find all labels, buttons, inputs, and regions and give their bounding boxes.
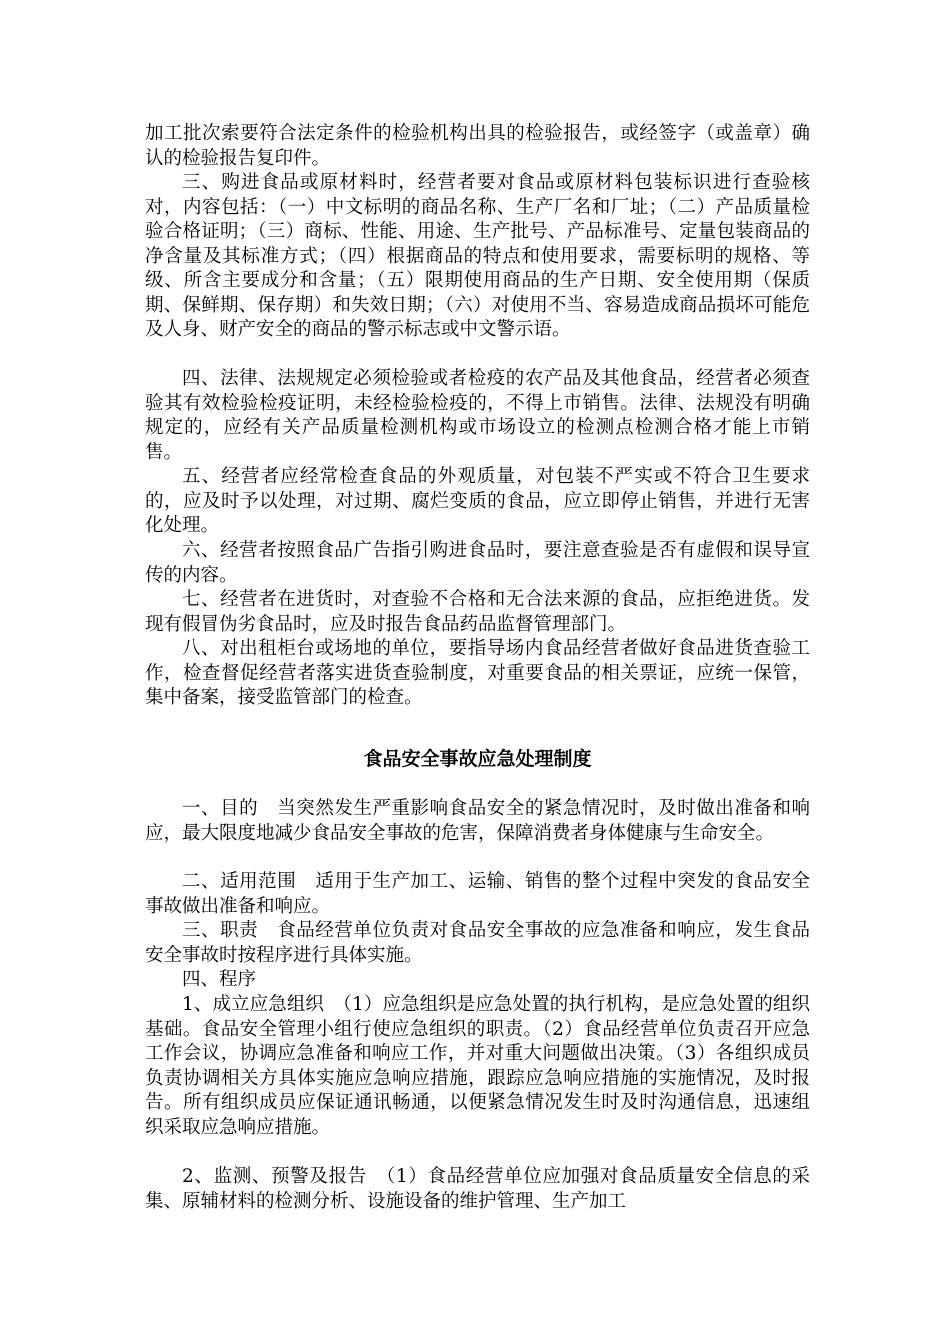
section-title: 食品安全事故应急处理制度 [363, 748, 592, 770]
paragraph-item-6: 六、经营者按照食品广告指引购进食品时，要注意查验是否有虚假和误导宣传的内容。 [145, 540, 810, 586]
paragraph-item-7: 七、经营者在进货时，对查验不合格和无合法来源的食品，应拒绝进货。发现有假冒伪劣食品时，应及时报告食品药品监督管理部门。 [145, 589, 810, 635]
paragraph-item-4: 四、法律、法规规定必须检验或者检疫的农产品及其他食品，经营者必须查验其有效检验检疫证明，未经检验检疫的，不得上市销售。法律、法规没有明确规定的，应经有关产品质量检测机构或市场设立的检测点检测合格才能上市销售。 [145, 368, 810, 463]
paragraph-item-3: 三、购进食品或原材料时，经营者要对食品或原材料包装标识进行查验核对，内容包括：（一）中文标明的商品名称、生产厂名和厂址；（二）产品质量检验合格证明；（三）商标、性能、用途、生产批号、产品标准号、定量包装商品的净含量及其标准方式；（四）根据商品的特点和使用要求，需要标明的规格、等级、所含主要成分和含量；（五）限期使用商品的生产日期、安全使用期（保质期、保鲜期、保存期）和失效日期；（六）对使用不当、容易造成商品损坏可能危及人身、财产安全的商品的警示标志或中文警示语。 [145, 172, 810, 340]
paragraph-responsibility: 三、职责 食品经营单位负责对食品安全事故的应急准备和响应，发生食品安全事故时按程序进行具体实施。 [145, 920, 810, 966]
paragraph-scope: 二、适用范围 适用于生产加工、运输、销售的整个过程中突发的食品安全事故做出准备和响应。 [145, 871, 810, 917]
paragraph-item-8: 八、对出租柜台或场地的单位，要指导场内食品经营者做好食品进货查验工作，检查督促经营者落实进货查验制度，对重要食品的相关票证，应统一保管，集中备案，接受监管部门的检查。 [145, 638, 810, 708]
paragraph-purpose: 一、目的 当突然发生严重影响食品安全的紧急情况时，及时做出准备和响应，最大限度地减少食品安全事故的危害，保障消费者身体健康与生命安全。 [145, 798, 810, 844]
paragraph-emergency-organization: 1、成立应急组织 （1）应急组织是应急处置的执行机构，是应急处置的组织基础。食品安全管理小组行使应急组织的职责。（2）食品经营单位负责召开应急工作会议，协调应急准备和响应工作，并对重大问题做出决策。（3）各组织成员负责协调相关方具体实施应急响应措施，跟踪应急响应措施的实施情况，及时报告。所有组织成员应保证通讯畅通，以便紧急情况发生时及时沟通信息，迅速组织采取应急响应措施。 [145, 994, 810, 1138]
paragraph-item-5: 五、经营者应经常检查食品的外观质量，对包装不严实或不符合卫生要求的，应及时予以处理，对过期、腐烂变质的食品，应立即停止销售，并进行无害化处理。 [145, 466, 810, 536]
paragraph-monitoring: 2、监测、预警及报告 （1）食品经营单位应加强对食品质量安全信息的采集、原辅材料的检测分析、设施设备的维护管理、生产加工 [145, 1166, 810, 1212]
paragraph-procedure-heading: 四、程序 [182, 969, 257, 990]
paragraph-continuation: 加工批次索要符合法定条件的检验机构出具的检验报告，或经签字（或盖章）确认的检验报告复印件。 [145, 123, 810, 169]
